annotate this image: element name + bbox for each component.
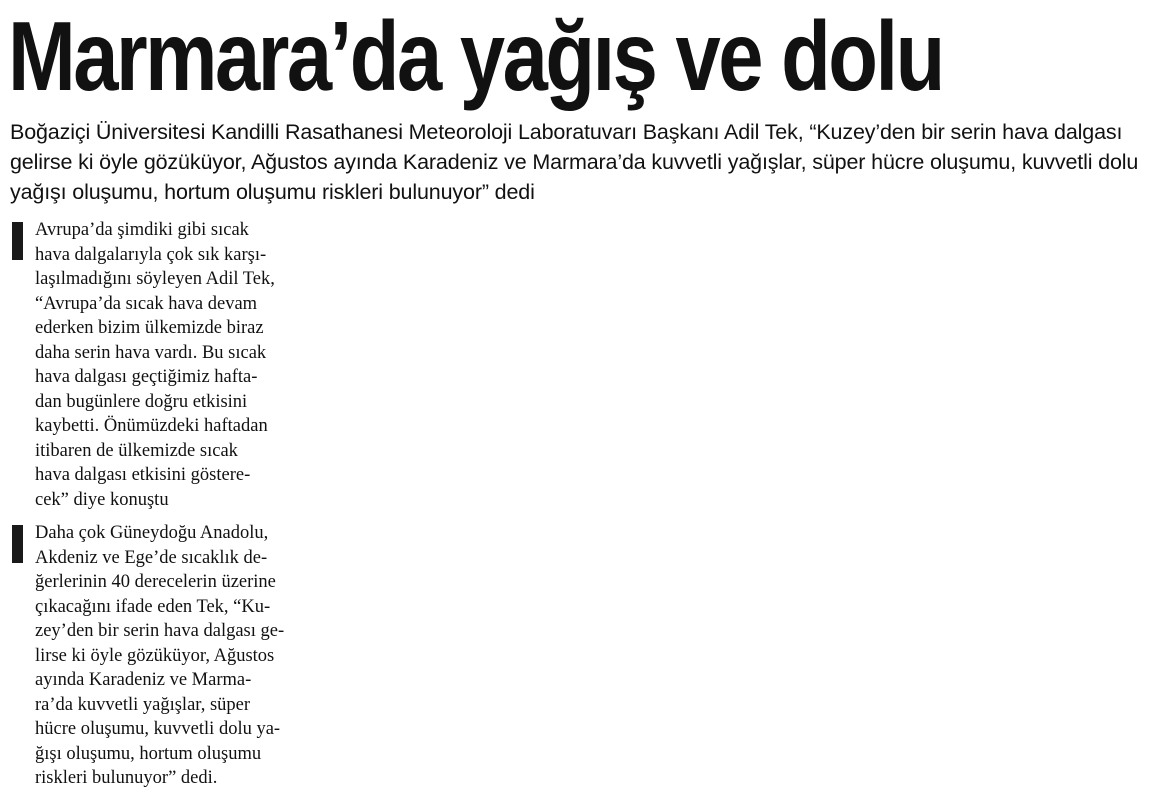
text-line: hücre oluşumu, kuvvetli dolu ya- bbox=[35, 719, 281, 739]
text-line: ayında Karadeniz ve Marma- bbox=[35, 670, 252, 690]
text-line: Akdeniz ve Ege’de sıcaklık de- bbox=[35, 547, 268, 568]
text-line: Avrupa’da şimdiki gibi sıcak bbox=[35, 220, 249, 240]
body-column bbox=[12, 218, 330, 800]
text-line: “Avrupa’da sıcak hava devam bbox=[35, 293, 258, 314]
paragraph-marker bbox=[12, 525, 23, 563]
text-line: dan bugünlere doğru etkisini bbox=[35, 391, 248, 412]
text-line: ederken bizim ülkemizde biraz bbox=[35, 318, 264, 338]
text-line: ğışı oluşumu, hortum oluşumu bbox=[35, 743, 262, 764]
body-paragraph-1 bbox=[12, 218, 330, 512]
paragraph-text bbox=[35, 521, 330, 791]
text-line: cek” diye konuştu bbox=[35, 489, 169, 510]
headline: Marmara’da yağış ve dolu bbox=[8, 1, 943, 111]
text-line: hava dalgası etkisini göstere- bbox=[35, 465, 251, 485]
text-line: zey’den bir serin hava dalgası ge- bbox=[35, 621, 285, 641]
text-line: kaybetti. Önümüzdeki haftadan bbox=[35, 416, 268, 436]
text-line: riskleri bulunuyor” dedi. bbox=[35, 768, 218, 788]
text-line: ra’da kuvvetli yağışlar, süper bbox=[35, 694, 251, 715]
lead-paragraph: Boğaziçi Üniversitesi Kandilli Rasathanesi Meteoroloji Laboratuvarı Başkanı Adil Tek, “Kuzey’den bir serin hava dalgası gelirse ki öyle gözüküyor, Ağustos ayında Karadeniz ve Marmara’da kuvvetli yağışlar, süper hücre oluşumu, kuvvetli dolu yağışı oluşumu, hortum oluşumu riskleri bulunuyor” dedi bbox=[10, 120, 1139, 204]
body-paragraph-2 bbox=[12, 521, 330, 791]
text-line: laşılmadığını söyleyen Adil Tek, bbox=[35, 269, 275, 289]
text-line: Daha çok Güneydoğu Anadolu, bbox=[35, 523, 269, 543]
text-line: daha serin hava vardı. Bu sıcak bbox=[35, 342, 267, 363]
text-line: lirse ki öyle gözüküyor, Ağustos bbox=[35, 645, 275, 666]
paragraph-text bbox=[35, 218, 330, 512]
text-line: hava dalgası geçtiğimiz hafta- bbox=[35, 367, 258, 387]
text-line: ğerlerinin 40 derecelerin üzerine bbox=[35, 572, 276, 592]
text-line: çıkacağını ifade eden Tek, “Ku- bbox=[35, 596, 271, 617]
text-line: hava dalgalarıyla çok sık karşı- bbox=[35, 244, 267, 265]
paragraph-marker bbox=[12, 222, 23, 260]
text-line: itibaren de ülkemizde sıcak bbox=[35, 440, 238, 461]
